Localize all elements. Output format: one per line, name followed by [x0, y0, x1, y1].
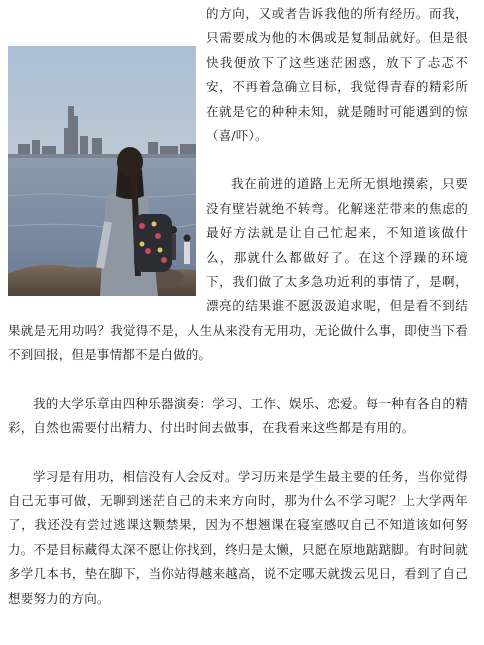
photo [8, 46, 196, 296]
intro-text: 的方向，又或者告诉我他的所有经历。而我，只需要成为他的木偶或是复制品就好。但是很快我便放下了这些迷茫困惑，放下了忐忑不安，不再着急确立目标，我觉得青春的精彩所在就是它的种种未知，就是随时可能遇到的惊（喜/吓）。 [206, 6, 468, 144]
document-page [8, 2, 468, 611]
paragraph-2: 我的大学乐章由四种乐器演奏：学习、工作、娱乐、恋爱。每一种有各自的精彩，自然也需要付出精力、付出时间去做事，在我看来这些都是有用的。 [8, 395, 468, 436]
paragraph-1: 我在前进的道路上无所无惧地摸索，只要没有壁岩就绝不转弯。化解迷茫带来的焦虑的最好方法就是让自己忙起来，不知道该做什么，那就什么都做好了。在这个浮躁的环境下，我们做了太多急功近利的事情了，是啊，漂亮的结果谁不愿汲汲追求呢，但是看不到结果就是无用功吗？我觉得不是，人生从来没有无用功，无论做什么事，即使当下看不到回报，但是事情都不是白做的。 [8, 176, 468, 363]
riverside-photo [8, 46, 196, 296]
intro-paragraph [8, 2, 468, 148]
paragraph-3: 学习是有用功，相信没有人会反对。学习历来是学生最主要的任务，当你觉得自己无事可做，无聊到迷茫自己的未来方向时，那为什么不学习呢？上大学两年了，我还没有尝过逃课这颗禁果，因为不想翘课在寝室感叹自己不知道该如何努力。不是目标藏得太深不愿让你找到，终归是太懒，只愿在原地踮踮脚。有时间就多学几本书，垫在脚下，当你站得越来越高，说不定哪天就拨云见日，看到了自己想要努力的方向。 [8, 468, 468, 606]
